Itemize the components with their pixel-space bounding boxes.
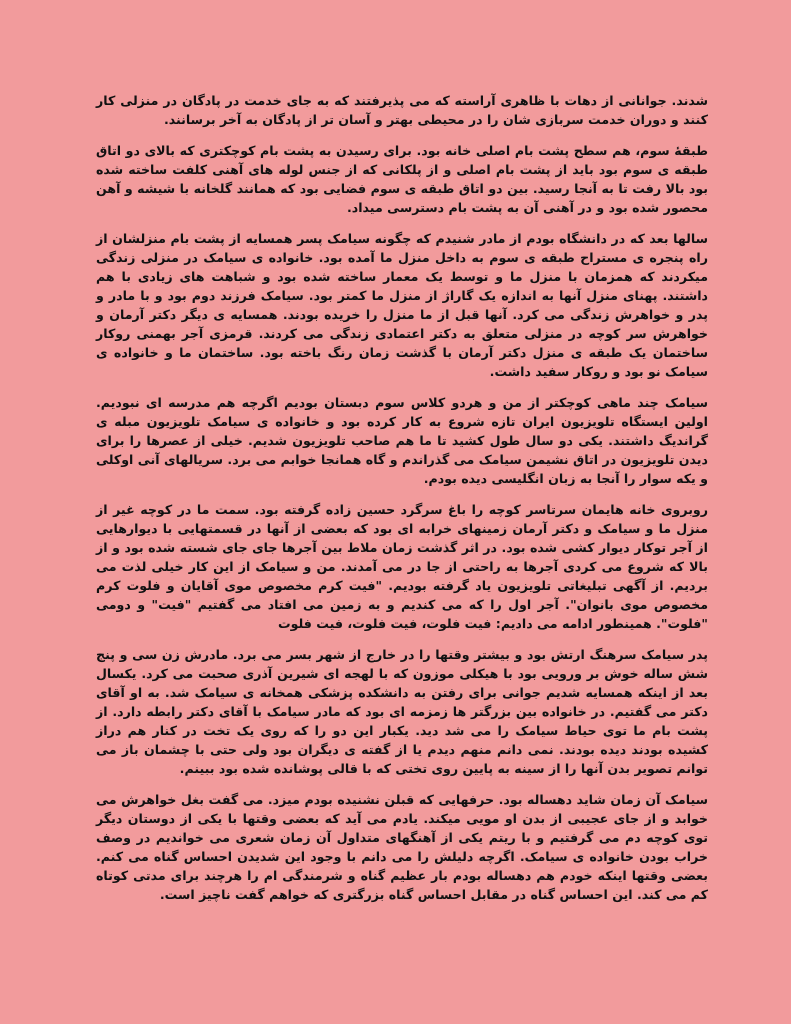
paragraph: روبروی خانه هایمان سرتاسر کوچه را باغ سرگرد حسین زاده گرفته بود. سمت ما در کوچه غیر از منزل ما و سیامک و دکتر آرمان زمینهای خرابه ای بود که بعضی از آنها در قسمتهایی با دیوارهایی از آجر توکار دیوار کشی شده بود. در اثر گذشت زمان ملاط بین آجرها جای جای شسته شده بود و از بالا که شروع می کردی آجرها به راحتی از جا در می آمدند. من و سیامک از این کار خیلی لذت می بردیم. از آگهی تبلیغاتی تلویزیون یاد گرفته بودیم. "فیت کرم مخصوص موی آقایان و فلوت کرم مخصوص موی بانوان". آجر اول را که می کندیم و به زمین می افتاد می گفتیم "فیت" و دومی "فلوت". همینطور ادامه می دادیم: فیت فلوت، فیت فلوت، فیت فلوت (96, 502, 708, 631)
paragraph: سیامک آن زمان شاید دهساله بود. حرفهایی که قبلن نشنیده بودم میزد. می گفت بغل خواهرش می خوابد و از جای عجیبی از بدن او مویی میکند. یادم می آید که بعضی وقتها با یکی از دوستان دیگر توی کوچه دم می گرفتیم و با ریتم یکی از آهنگهای متداول آن زمان شعری می خواندیم در وصف خراب بودن خانواده ی سیامک. اگرچه دلیلش را می دانم با وجود این شدیدن احساس گناه می کنم. بعضی وقتها اینکه خودم هم دهساله بودم بار عظیم گناه و شرمندگی ام را هرچند برای مدتی کوتاه کم می کند. این احساس گناه در مقابل احساس گناه بزرگتری که خواهم گفت ناچیز است. (96, 792, 708, 902)
paragraph: طبقهٔ سوم، هم سطح پشت بام اصلی خانه بود. برای رسیدن به پشت بام کوچکتری که بالای دو اتاق طبقه ی سوم بود باید از پشت بام اصلی و از پلکانی که از جنس لوله های آهنی کلفت ساخته شده بود بالا رفت تا به آنجا رسید. بین دو اتاق طبقه ی سوم فضایی بود که همانند گلخانه با شیشه و آهن محصور شده بود و در آهنی آن به پشت بام دسترسی میداد. (96, 143, 708, 215)
document-page (96, 91, 708, 904)
paragraph: شدند. جوانانی از دهات با ظاهری آراسته که می پذیرفتند که به جای خدمت در پادگان در منزلی کار کنند و دوران خدمت سربازی شان را در محیطی بهتر و آسان تر از پادگان به آخر برسانند. (96, 93, 708, 127)
paragraph: پدر سیامک سرهنگ ارتش بود و بیشتر وقتها را در خارج از شهر بسر می برد. مادرش زن سی و پنج شش ساله خوش بر ورویی بود با هیکلی موزون که با لهجه ای شیرین آذری صحبت می کرد. یکسال بعد از اینکه همسایه شدیم جوانی برای رفتن به دانشکده پزشکی همخانه ی سیامک شد. به او آقای دکتر می گفتیم. در خانواده بین بزرگتر ها زمزمه ای بود که مادر سیامک با آقای دکتر رابطه دارد. از پشت بام ما توی حیاط سیامک را می شد دید. یکبار این دو را که روی یک تخت در کنار هم دراز کشیده بودند دیده بودند. نمی دانم منهم دیدم یا از گفته ی دیگران بود ولی حتی با چشمان باز می توانم تصویر بدن آنها را از سینه به پایین روی تختی که با قالی پوشانده شده بود ببینم. (96, 647, 708, 776)
paragraph: سالها بعد که در دانشگاه بودم از مادر شنیدم که چگونه سیامک پسر همسایه از پشت بام منزلشان از راه پنجره ی مستراح طبقه ی سوم به داخل منزل ما آمده بود. خانواده ی سیامک در منزلی زندگی میکردند که همزمان با منزل ما و توسط یک معمار ساخته شده بود و شباهت های زیادی با هم داشتند. پهنای منزل آنها به اندازه یک گاراژ از منزل ما کمتر بود. سیامک فرزند دوم بود و با مادر و پدر و خواهرش زندگی می کرد. آنها قبل از ما منزل را خریده بودند. همسایه ی دیگر دکتر آرمان و خواهرش سر کوچه در منزلی متعلق به دکتر اعتمادی زندگی می کردند. قرمزی آجر بهمنی روکار ساختمان یک طبقه ی منزل دکتر آرمان با گذشت زمان رنگ باخته بود. ساختمان ما و خانواده ی سیامک نو بود و روکار سفید داشت. (96, 231, 708, 379)
paragraph: سیامک چند ماهی کوچکتر از من و هردو کلاس سوم دبستان بودیم اگرچه هم مدرسه ای نبودیم. اولین ایستگاه تلویزیون ایران تازه شروع به کار کرده بود و خانواده ی سیامک تلویزیون مبله ی گراندیگ داشتند. یکی دو سال طول کشید تا ما هم صاحب تلویزیون شدیم. خیلی از عصرها را برای دیدن تلویزیون در اتاق نشیمن سیامک می گذراندم و گاه همانجا خوابم می برد. سریالهای آنی اوکلی و یکه سوار را آنجا به زبان انگلیسی دیده بودم. (96, 395, 708, 486)
